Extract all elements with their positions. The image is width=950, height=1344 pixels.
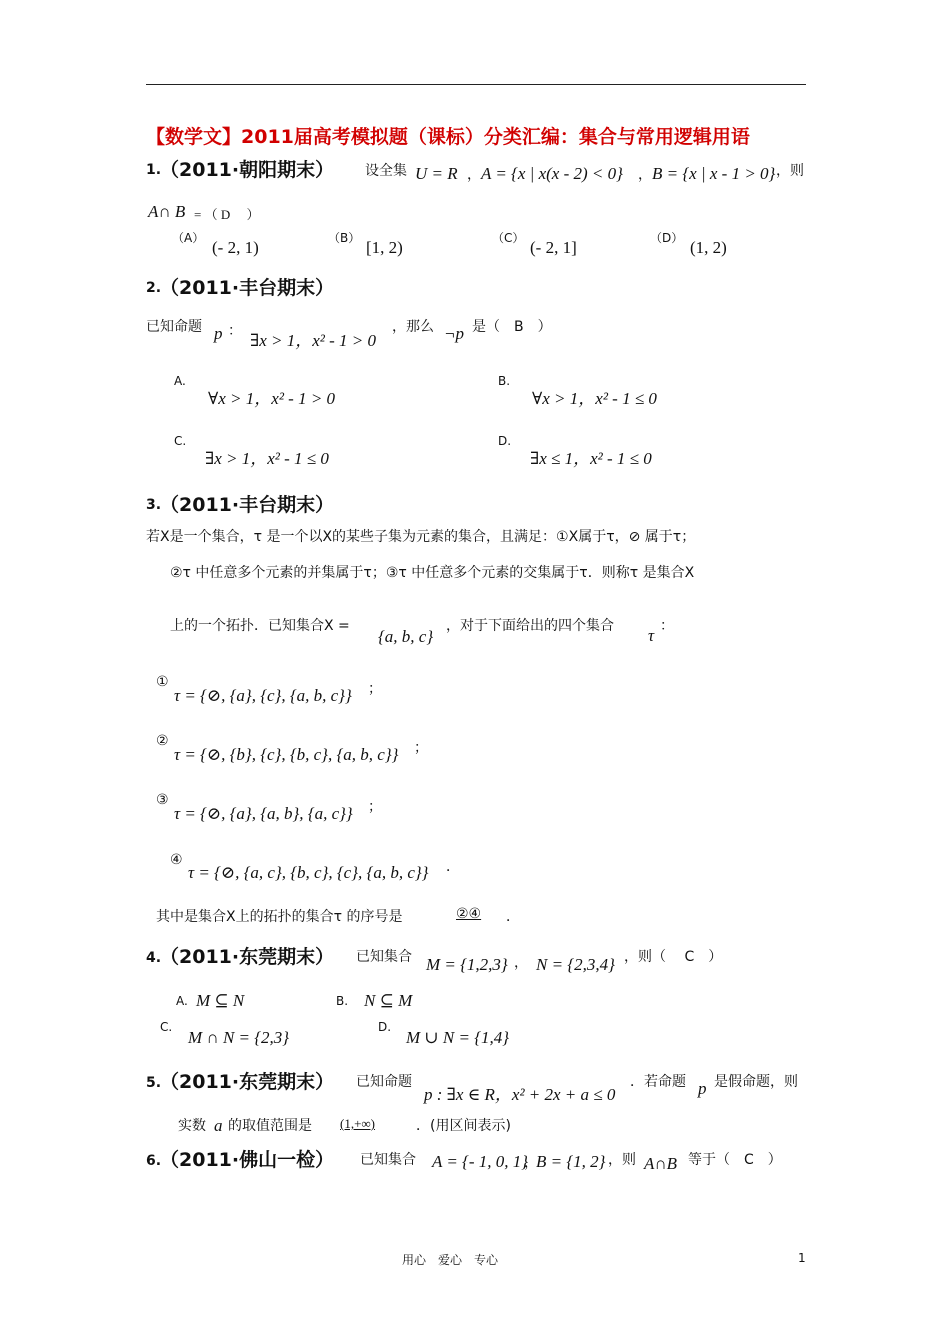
q3-number: 3. [146,497,162,513]
q4-option-a: M ⊆ N [196,991,245,1010]
q1-then: ，则 [776,163,804,179]
q3-item-1-expr: τ = {⊘, {a}, {c}, {a, b, c}} [174,686,352,705]
q3-item-2-expr: τ = {⊘, {b}, {c}, {b, c}, {a, b, c}} [174,745,399,764]
q4-stem: 已知集合 [356,949,412,965]
q2-source: （2011·丰台期末） [160,277,335,299]
q3-item-2-mark: ② [156,733,169,749]
q2-option-d: ∃x ≤ 1，x² - 1 ≤ 0 [530,449,652,468]
q2-option-b: ∀x > 1，x² - 1 ≤ 0 [532,389,657,408]
q3-set-x: {a, b, c} [378,627,434,646]
q3-item-4-expr: τ = {⊘, {a, c}, {b, c}, {c}, {a, b, c}} [188,863,429,882]
q5-p: p [698,1079,707,1098]
q4-sep: ， [514,955,528,971]
q4-set-m: M = {1,2,3} [426,955,508,974]
q3-item-1-end: ； [368,681,382,697]
q5-line-2c: ．(用区间表示) [416,1118,511,1134]
q4-number: 4. [146,950,162,966]
q1-set-a: A = {x | x(x - 2) < 0} [481,164,623,183]
q6-then: ，则 [608,1152,636,1168]
q1-option-d: (1, 2) [690,238,727,257]
q2-option-c-label: C. [174,434,187,448]
q3-source: （2011·丰台期末） [160,494,335,516]
q1-option-b-label: （B） [328,231,361,245]
q6-ask: 等于（ C ） [688,1152,782,1168]
q4-option-c-label: C. [160,1020,173,1034]
q6-stem: 已知集合 [360,1152,416,1168]
q6-expression: A∩B [644,1154,678,1173]
q4-option-b-label: B. [336,994,349,1008]
q4-set-n: N = {2,3,4} [536,955,615,974]
q3-line-3b: ，对于下面给出的四个集合 [446,618,614,634]
q3-line-2: ②τ 中任意多个元素的并集属于τ；③τ 中任意多个元素的交集属于τ．则称τ 是集合X [170,565,695,581]
q3-item-4-mark: ④ [170,852,183,868]
q2-stem: 已知命题 [146,319,202,335]
q1-ask: = （ D ） [194,207,260,222]
q5-mid: ．若命题 [630,1074,686,1090]
q3-conclusion: 其中是集合X上的拓扑的集合τ 的序号是 [156,909,403,925]
q1-universal-set: U = R [415,164,458,183]
q1-stem: 设全集 [365,163,407,179]
q3-answer: ②④ [456,906,482,922]
q1-number: 1. [146,162,162,178]
q4-option-a-label: A. [176,994,188,1008]
q5-a: a [214,1116,223,1135]
q2-option-b-label: B. [498,374,511,388]
q4-option-d-label: D. [378,1020,392,1034]
q2-number: 2. [146,280,162,296]
q6-set-b: B = {1, 2} [536,1152,606,1171]
page-number: 1 [798,1251,806,1265]
q6-source: （2011·佛山一检） [160,1149,335,1171]
q4-option-c: M ∩ N = {2,3} [188,1028,290,1047]
footer-text: 用心 爱心 专心 [402,1253,499,1267]
q6-number: 6. [146,1153,162,1169]
q3-item-3-expr: τ = {⊘, {a}, {a, b}, {a, c}} [174,804,353,823]
q4-ask: ，则（ C ） [624,949,723,965]
q1-option-a-label: （A） [172,231,205,245]
q1-option-a: (- 2, 1) [212,238,259,257]
q2-negation: ¬p [444,324,464,343]
q3-tau: τ [648,626,655,645]
q1-option-b: [1, 2) [366,238,403,257]
q2-option-c: ∃x > 1，x² - 1 ≤ 0 [205,449,329,468]
q3-line-3a: 上的一个拓扑．已知集合X = [170,618,350,634]
q3-item-3-mark: ③ [156,792,169,808]
q5-line-2b: 的取值范围是 [228,1118,312,1134]
q5-answer: (1,+∞) [340,1116,376,1131]
page-title: 【数学文】2011届高考模拟题（课标）分类汇编：集合与常用逻辑用语 [146,126,750,148]
q2-option-a: ∀x > 1，x² - 1 > 0 [208,389,336,408]
q1-expression: A∩ B [148,202,186,221]
q6-sep: ， [524,1155,538,1171]
q1-option-d-label: （D） [650,231,684,245]
q2-then: ，那么 [392,319,434,335]
q2-option-a-label: A. [174,374,186,388]
q3-item-3-end: ； [368,799,382,815]
q2-colon: ： [228,323,242,339]
q3-line-3c: ： [660,618,674,634]
q5-proposition: p : ∃x ∈ R，x² + 2x + a ≤ 0 [424,1085,616,1104]
q4-option-d: M ∪ N = {1,4} [406,1028,510,1047]
q3-item-2-end: ； [414,740,428,756]
q1-option-c-label: （C） [492,231,525,245]
q1-set-b: B = {x | x - 1 > 0} [652,164,776,183]
q4-option-b: N ⊆ M [364,991,413,1010]
q5-tail: 是假命题，则 [714,1074,798,1090]
q3-line-1: 若X是一个集合，τ 是一个以X的某些子集为元素的集合，且满足：①X属于τ，⊘ 属于τ； [146,529,696,545]
q3-item-1-mark: ① [156,674,169,690]
header-rule [146,84,806,85]
q5-line-2a: 实数 [178,1118,206,1134]
q1-source: （2011·朝阳期末） [160,159,335,181]
q2-proposition: ∃x > 1，x² - 1 > 0 [250,331,377,350]
q4-source: （2011·东莞期末） [160,946,335,968]
q2-option-d-label: D. [498,434,512,448]
q3-item-4-end: ． [446,859,460,875]
q5-number: 5. [146,1075,162,1091]
q2-proposition-p: p [214,324,223,343]
q5-source: （2011·东莞期末） [160,1071,335,1093]
q1-comma-1: ， [467,167,481,183]
q5-stem: 已知命题 [356,1074,412,1090]
q6-set-a: A = {- 1, 0, 1} [432,1152,529,1171]
q2-ask: 是（ B ） [472,319,552,335]
q3-conclusion-end: ． [506,909,520,925]
q1-option-c: (- 2, 1] [530,238,577,257]
q1-comma-2: ， [638,167,652,183]
